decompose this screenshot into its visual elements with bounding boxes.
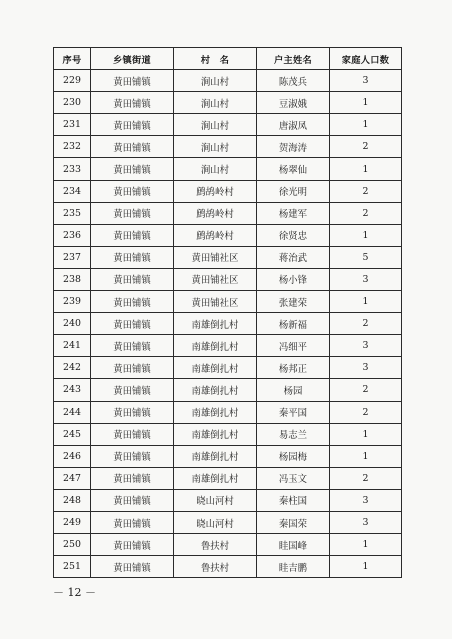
cell-village-name: 南雄倒扎村 <box>174 445 257 467</box>
cell-family-size: 2 <box>330 202 402 224</box>
cell-township: 黄田铺镇 <box>91 489 174 511</box>
cell-serial-number: 237 <box>54 246 91 268</box>
cell-family-size: 3 <box>330 489 402 511</box>
cell-family-size: 3 <box>330 357 402 379</box>
cell-household-head: 杨小锋 <box>257 268 330 290</box>
cell-serial-number: 232 <box>54 136 91 158</box>
table-row <box>54 534 402 556</box>
page-number: － 12 － <box>53 586 96 599</box>
cell-serial-number: 248 <box>54 489 91 511</box>
cell-serial-number: 234 <box>54 180 91 202</box>
cell-serial-number: 249 <box>54 511 91 533</box>
table-row <box>54 70 402 92</box>
cell-village-name: 黄田铺社区 <box>174 268 257 290</box>
cell-village-name: 南雄倒扎村 <box>174 379 257 401</box>
cell-serial-number: 246 <box>54 445 91 467</box>
cell-township: 黄田铺镇 <box>91 268 174 290</box>
cell-household-head: 杨新福 <box>257 313 330 335</box>
cell-village-name: 南雄倒扎村 <box>174 467 257 489</box>
cell-household-head: 冯玉文 <box>257 467 330 489</box>
cell-serial-number: 233 <box>54 158 91 180</box>
cell-family-size: 1 <box>330 556 402 578</box>
cell-serial-number: 238 <box>54 268 91 290</box>
cell-household-head: 秦柱国 <box>257 489 330 511</box>
cell-household-head: 贺海涛 <box>257 136 330 158</box>
cell-township: 黄田铺镇 <box>91 445 174 467</box>
table-row <box>54 224 402 246</box>
cell-family-size: 3 <box>330 70 402 92</box>
cell-household-head: 蒋治武 <box>257 246 330 268</box>
cell-household-head: 秦平国 <box>257 401 330 423</box>
cell-household-head: 秦国荣 <box>257 511 330 533</box>
cell-family-size: 3 <box>330 335 402 357</box>
header-family-size: 家庭人口数 <box>330 48 402 70</box>
cell-township: 黄田铺镇 <box>91 335 174 357</box>
cell-township: 黄田铺镇 <box>91 379 174 401</box>
table-row <box>54 357 402 379</box>
cell-serial-number: 231 <box>54 114 91 136</box>
cell-village-name: 南雄倒扎村 <box>174 313 257 335</box>
cell-family-size: 3 <box>330 268 402 290</box>
cell-household-head: 张建荣 <box>257 291 330 313</box>
cell-family-size: 1 <box>330 224 402 246</box>
cell-serial-number: 247 <box>54 467 91 489</box>
cell-family-size: 2 <box>330 467 402 489</box>
cell-village-name: 晓山河村 <box>174 511 257 533</box>
cell-village-name: 鹧鸪岭村 <box>174 202 257 224</box>
cell-village-name: 黄田铺社区 <box>174 291 257 313</box>
cell-township: 黄田铺镇 <box>91 136 174 158</box>
cell-township: 黄田铺镇 <box>91 467 174 489</box>
cell-serial-number: 250 <box>54 534 91 556</box>
cell-serial-number: 235 <box>54 202 91 224</box>
cell-township: 黄田铺镇 <box>91 511 174 533</box>
cell-household-head: 杨园 <box>257 379 330 401</box>
cell-township: 黄田铺镇 <box>91 70 174 92</box>
cell-family-size: 2 <box>330 379 402 401</box>
table-row <box>54 511 402 533</box>
cell-serial-number: 239 <box>54 291 91 313</box>
cell-township: 黄田铺镇 <box>91 246 174 268</box>
cell-family-size: 2 <box>330 401 402 423</box>
cell-village-name: 南雄倒扎村 <box>174 423 257 445</box>
cell-serial-number: 245 <box>54 423 91 445</box>
cell-township: 黄田铺镇 <box>91 202 174 224</box>
cell-village-name: 鲁扶村 <box>174 556 257 578</box>
cell-household-head: 徐光明 <box>257 180 330 202</box>
header-serial-number: 序号 <box>54 48 91 70</box>
table-row <box>54 202 402 224</box>
cell-family-size: 1 <box>330 534 402 556</box>
cell-household-head: 杨建军 <box>257 202 330 224</box>
table-row <box>54 556 402 578</box>
cell-family-size: 1 <box>330 114 402 136</box>
cell-family-size: 1 <box>330 423 402 445</box>
cell-village-name: 南雄倒扎村 <box>174 401 257 423</box>
cell-household-head: 陈茂兵 <box>257 70 330 92</box>
cell-serial-number: 241 <box>54 335 91 357</box>
cell-township: 黄田铺镇 <box>91 224 174 246</box>
cell-township: 黄田铺镇 <box>91 313 174 335</box>
cell-family-size: 2 <box>330 180 402 202</box>
cell-family-size: 1 <box>330 158 402 180</box>
cell-family-size: 2 <box>330 136 402 158</box>
cell-village-name: 涧山村 <box>174 70 257 92</box>
cell-serial-number: 229 <box>54 70 91 92</box>
table-row <box>54 92 402 114</box>
table-row <box>54 423 402 445</box>
table-row <box>54 379 402 401</box>
table-row <box>54 489 402 511</box>
cell-village-name: 涧山村 <box>174 92 257 114</box>
cell-family-size: 1 <box>330 92 402 114</box>
cell-household-head: 冯细平 <box>257 335 330 357</box>
cell-family-size: 5 <box>330 246 402 268</box>
cell-township: 黄田铺镇 <box>91 158 174 180</box>
cell-village-name: 黄田铺社区 <box>174 246 257 268</box>
cell-village-name: 涧山村 <box>174 114 257 136</box>
cell-village-name: 鲁扶村 <box>174 534 257 556</box>
cell-household-head: 眭吉鹏 <box>257 556 330 578</box>
cell-township: 黄田铺镇 <box>91 534 174 556</box>
household-table <box>53 47 402 578</box>
cell-household-head: 眭国峰 <box>257 534 330 556</box>
cell-township: 黄田铺镇 <box>91 291 174 313</box>
cell-village-name: 晓山河村 <box>174 489 257 511</box>
cell-serial-number: 240 <box>54 313 91 335</box>
cell-village-name: 鹧鸪岭村 <box>174 224 257 246</box>
cell-township: 黄田铺镇 <box>91 357 174 379</box>
table-row <box>54 180 402 202</box>
cell-serial-number: 244 <box>54 401 91 423</box>
cell-household-head: 杨园梅 <box>257 445 330 467</box>
cell-village-name: 南雄倒扎村 <box>174 357 257 379</box>
cell-household-head: 易志兰 <box>257 423 330 445</box>
table-header-row <box>54 48 402 70</box>
cell-family-size: 2 <box>330 313 402 335</box>
cell-serial-number: 236 <box>54 224 91 246</box>
cell-family-size: 1 <box>330 291 402 313</box>
cell-serial-number: 230 <box>54 92 91 114</box>
cell-household-head: 徐贤忠 <box>257 224 330 246</box>
cell-serial-number: 251 <box>54 556 91 578</box>
cell-household-head: 杨邦正 <box>257 357 330 379</box>
cell-township: 黄田铺镇 <box>91 180 174 202</box>
cell-township: 黄田铺镇 <box>91 401 174 423</box>
table-row <box>54 268 402 290</box>
cell-household-head: 唐淑凤 <box>257 114 330 136</box>
table-row <box>54 246 402 268</box>
cell-family-size: 3 <box>330 511 402 533</box>
cell-village-name: 南雄倒扎村 <box>174 335 257 357</box>
header-household-head: 户主姓名 <box>257 48 330 70</box>
cell-serial-number: 242 <box>54 357 91 379</box>
cell-household-head: 杨翠仙 <box>257 158 330 180</box>
table-row <box>54 291 402 313</box>
cell-township: 黄田铺镇 <box>91 114 174 136</box>
table-row <box>54 158 402 180</box>
cell-serial-number: 243 <box>54 379 91 401</box>
cell-township: 黄田铺镇 <box>91 556 174 578</box>
header-village-name: 村 名 <box>174 48 257 70</box>
table-row <box>54 445 402 467</box>
cell-village-name: 涧山村 <box>174 136 257 158</box>
table-row <box>54 136 402 158</box>
cell-village-name: 鹧鸪岭村 <box>174 180 257 202</box>
cell-village-name: 涧山村 <box>174 158 257 180</box>
header-township: 乡镇街道 <box>91 48 174 70</box>
table-row <box>54 313 402 335</box>
table-row <box>54 114 402 136</box>
cell-family-size: 1 <box>330 445 402 467</box>
table-row <box>54 467 402 489</box>
table-row <box>54 335 402 357</box>
table-body <box>54 70 402 578</box>
cell-household-head: 豆淑娥 <box>257 92 330 114</box>
cell-township: 黄田铺镇 <box>91 423 174 445</box>
cell-township: 黄田铺镇 <box>91 92 174 114</box>
table-row <box>54 401 402 423</box>
